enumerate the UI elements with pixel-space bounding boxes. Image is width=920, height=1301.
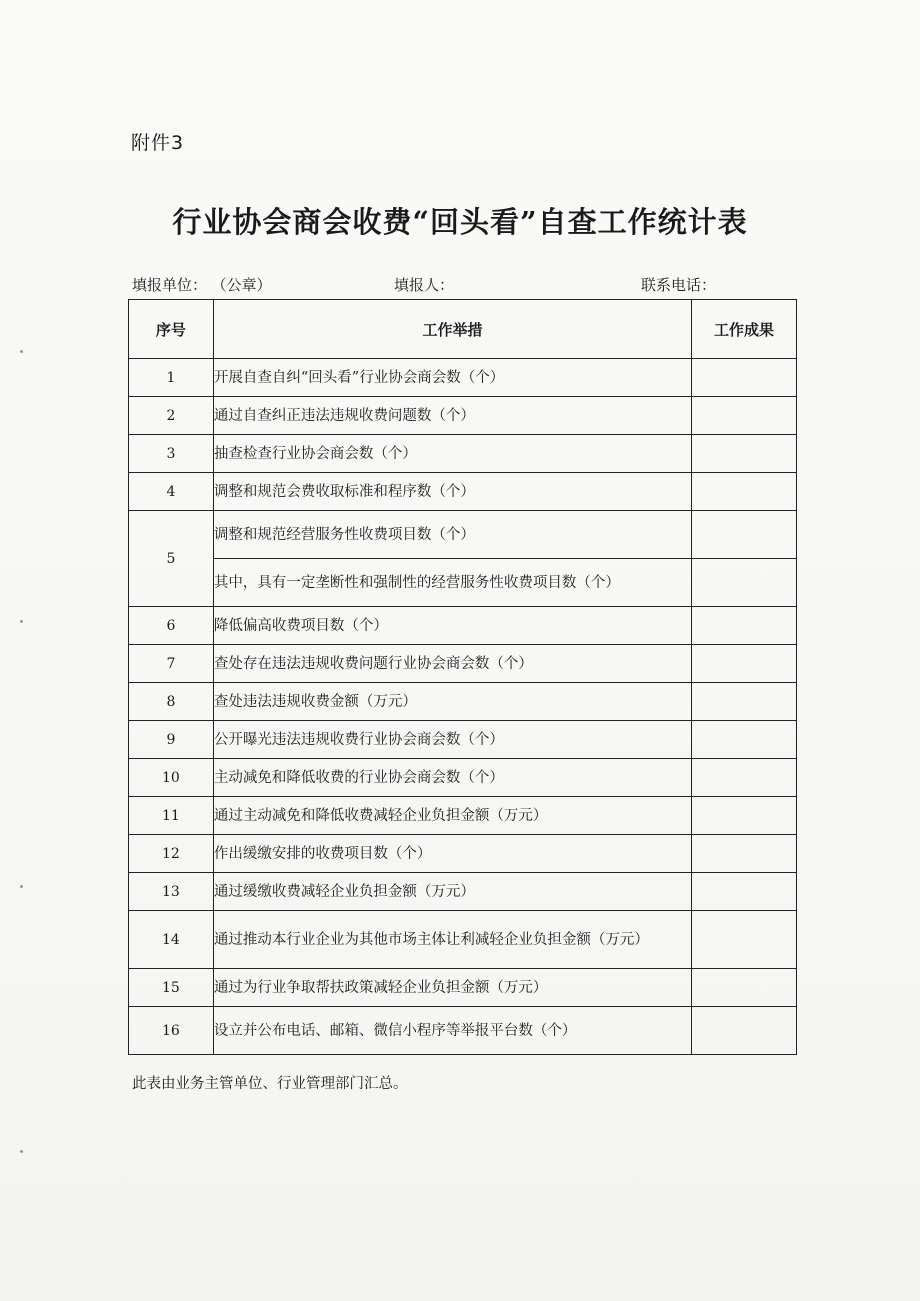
table-row xyxy=(129,1007,797,1055)
table-row xyxy=(129,835,797,873)
filler-field xyxy=(394,274,454,295)
row-measure: 降低偏高收费项目数（个） xyxy=(213,607,691,645)
row-serial: 7 xyxy=(129,645,214,683)
table-footnote: 此表由业务主管单位、行业管理部门汇总。 xyxy=(132,1076,408,1092)
row-result-cell[interactable] xyxy=(692,359,797,397)
row-sub-measure: 其中，具有一定垄断性和强制性的经营服务性收费项目数（个） xyxy=(213,559,691,607)
row-measure: 通过推动本行业企业为其他市场主体让利减轻企业负担金额（万元） xyxy=(213,911,691,969)
row-measure: 主动减免和降低收费的行业协会商会数（个） xyxy=(213,759,691,797)
scan-speck xyxy=(20,1150,23,1153)
filler-label: 填报人： xyxy=(394,276,455,294)
table-row xyxy=(129,645,797,683)
row-measure: 公开曝光违法违规收费行业协会商会数（个） xyxy=(213,721,691,759)
row-measure: 通过为行业争取帮扶政策减轻企业负担金额（万元） xyxy=(213,969,691,1007)
row-result-cell[interactable] xyxy=(692,797,797,835)
fill-unit-label: 填报单位： xyxy=(132,276,208,294)
table-row xyxy=(129,683,797,721)
table-row xyxy=(129,559,797,607)
row-result-cell[interactable] xyxy=(692,397,797,435)
attachment-label: 附件3 xyxy=(131,132,185,154)
row-result-cell[interactable] xyxy=(692,511,797,559)
row-measure: 查处违法违规收费金额（万元） xyxy=(213,683,691,721)
table-row xyxy=(129,797,797,835)
row-measure: 通过主动减免和降低收费减轻企业负担金额（万元） xyxy=(213,797,691,835)
row-serial: 13 xyxy=(129,873,214,911)
row-serial: 15 xyxy=(129,969,214,1007)
row-serial: 16 xyxy=(129,1007,214,1055)
row-result-cell[interactable] xyxy=(692,607,797,645)
row-measure: 作出缓缴安排的收费项目数（个） xyxy=(213,835,691,873)
scan-speck xyxy=(20,350,23,353)
row-result-cell[interactable] xyxy=(692,835,797,873)
row-serial: 12 xyxy=(129,835,214,873)
row-result-cell[interactable] xyxy=(692,473,797,511)
row-serial: 1 xyxy=(129,359,214,397)
table-row xyxy=(129,911,797,969)
header-measure: 工作举措 xyxy=(213,300,691,359)
header-serial: 序号 xyxy=(129,300,214,359)
row-serial: 5 xyxy=(129,511,214,607)
row-result-cell[interactable] xyxy=(692,969,797,1007)
row-result-cell[interactable] xyxy=(692,435,797,473)
row-result-cell[interactable] xyxy=(692,721,797,759)
fill-unit-value: （公章） xyxy=(219,276,272,294)
table-row xyxy=(129,721,797,759)
row-serial: 10 xyxy=(129,759,214,797)
table-row xyxy=(129,969,797,1007)
row-measure: 设立并公布电话、邮箱、微信小程序等举报平台数（个） xyxy=(213,1007,691,1055)
row-serial: 2 xyxy=(129,397,214,435)
row-measure: 调整和规范经营服务性收费项目数（个） xyxy=(213,511,691,559)
row-result-cell[interactable] xyxy=(692,873,797,911)
table-row xyxy=(129,607,797,645)
page-title: 行业协会商会收费“回头看”自查工作统计表 xyxy=(172,205,748,239)
row-serial: 6 xyxy=(129,607,214,645)
table-row xyxy=(129,511,797,559)
row-measure: 开展自查自纠“回头看”行业协会商会数（个） xyxy=(213,359,691,397)
row-result-cell[interactable] xyxy=(692,911,797,969)
table-row xyxy=(129,759,797,797)
row-result-cell[interactable] xyxy=(692,645,797,683)
row-result-cell[interactable] xyxy=(692,759,797,797)
table-row xyxy=(129,473,797,511)
statistics-table xyxy=(128,299,797,1055)
row-measure: 查处存在违法违规收费问题行业协会商会数（个） xyxy=(213,645,691,683)
row-result-cell[interactable] xyxy=(692,559,797,607)
row-serial: 4 xyxy=(129,473,214,511)
scan-speck xyxy=(20,620,23,623)
row-serial: 14 xyxy=(129,911,214,969)
row-serial: 8 xyxy=(129,683,214,721)
row-measure: 抽查检查行业协会商会数（个） xyxy=(213,435,691,473)
row-result-cell[interactable] xyxy=(692,683,797,721)
row-result-cell[interactable] xyxy=(692,1007,797,1055)
table-header-row xyxy=(129,300,797,359)
phone-label: 联系电话： xyxy=(641,276,717,294)
table-row xyxy=(129,435,797,473)
table-row xyxy=(129,397,797,435)
scan-speck xyxy=(20,885,23,888)
row-serial: 11 xyxy=(129,797,214,835)
header-result: 工作成果 xyxy=(692,300,797,359)
phone-field xyxy=(641,274,716,295)
row-serial: 9 xyxy=(129,721,214,759)
fill-unit-field xyxy=(132,274,272,295)
row-measure: 通过自查纠正违法违规收费问题数（个） xyxy=(213,397,691,435)
table-row xyxy=(129,359,797,397)
row-measure: 调整和规范会费收取标准和程序数（个） xyxy=(213,473,691,511)
row-serial: 3 xyxy=(129,435,214,473)
table-row xyxy=(129,873,797,911)
row-measure: 通过缓缴收费减轻企业负担金额（万元） xyxy=(213,873,691,911)
